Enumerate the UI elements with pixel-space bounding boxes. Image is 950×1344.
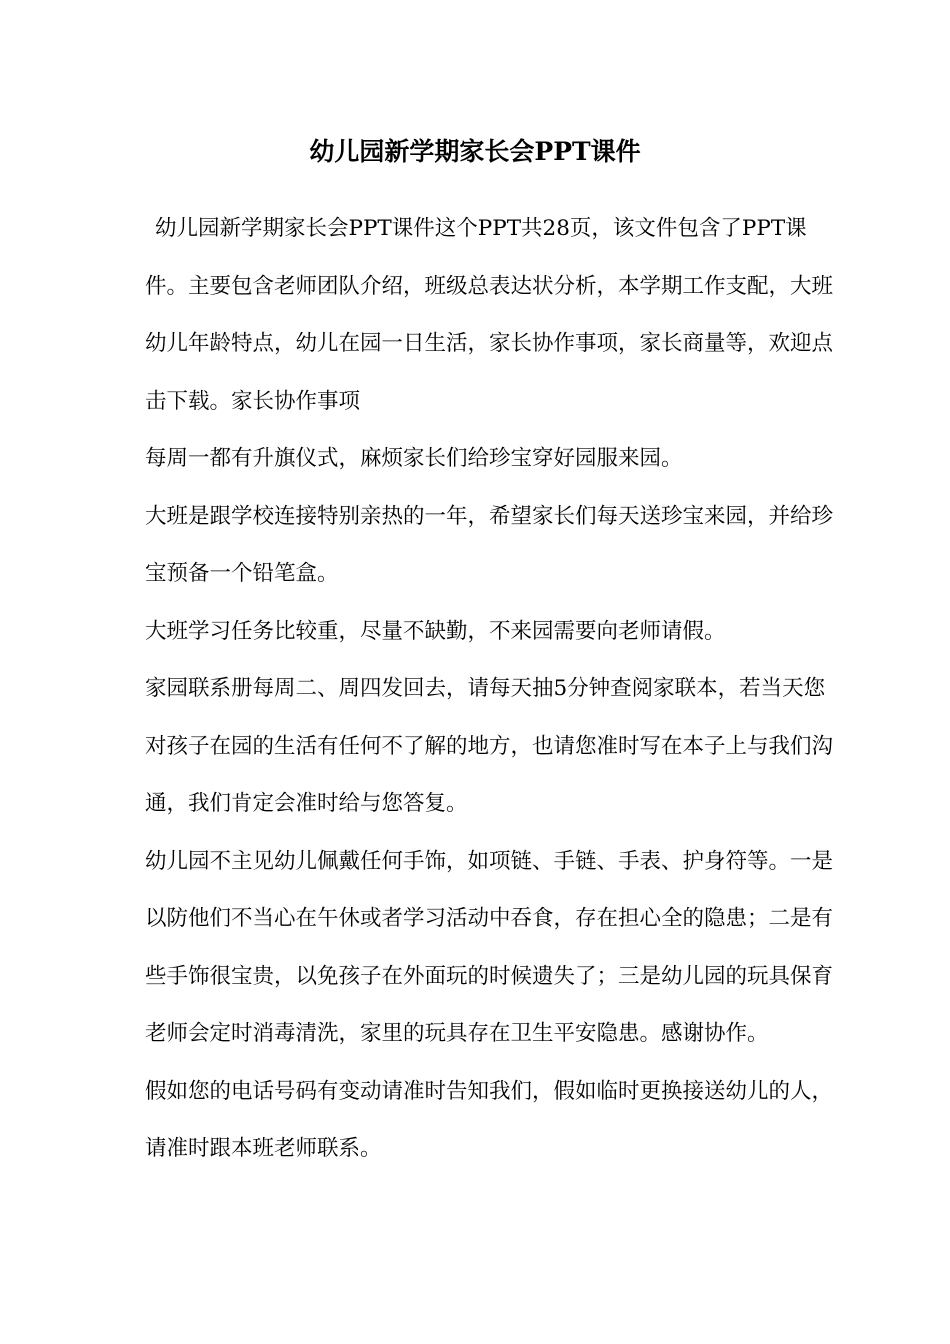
paragraph-jewelry: 幼儿园不主见幼儿佩戴任何手饰，如项链、手链、手表、护身符等。一是以防他们不当心在午休或者学习活动中吞食，存在担心全的隐患；二是有些手饰很宝贵，以免孩子在外面玩的时候遗失了；三是幼儿园的玩具保育老师会定时消毒清洗，家里的玩具存在卫生平安隐患。感谢协作。	[145, 848, 834, 1046]
document-body	[145, 200, 835, 1178]
paragraph-phone-change: 假如您的电话号码有变动请准时告知我们，假如临时更换接送幼儿的人，请准时跟本班老师联系。	[145, 1078, 834, 1161]
paragraph-attendance: 大班学习任务比较重，尽量不缺勤，不来园需要向老师请假。	[145, 618, 726, 644]
document-title: 幼儿园新学期家长会PPT课件	[309, 137, 641, 166]
paragraph-contact-book: 家园联系册每周二、周四发回去，请每天抽5分钟查阅家联本，若当天您对孩子在园的生活有任何不了解的地方，也请您准时写在本子上与我们沟通，我们肯定会准时给与您答复。	[145, 676, 834, 816]
paragraph-flag-ceremony: 每周一都有升旗仪式，麻烦家长们给珍宝穿好园服来园。	[145, 446, 683, 471]
paragraph-school-connection: 大班是跟学校连接特别亲热的一年，希望家长们每天送珍宝来园，并给珍宝预备一个铅笔盒。	[145, 503, 834, 586]
paragraph-intro: 幼儿园新学期家长会PPT课件这个PPT共28页，该文件包含了PPT课件。主要包含老师团队介绍，班级总表达状分析，本学期工作支配，大班幼儿年龄特点，幼儿在园一日生活，家长协作事项，家长商量等，欢迎点击下载。家长协作事项	[145, 216, 834, 414]
